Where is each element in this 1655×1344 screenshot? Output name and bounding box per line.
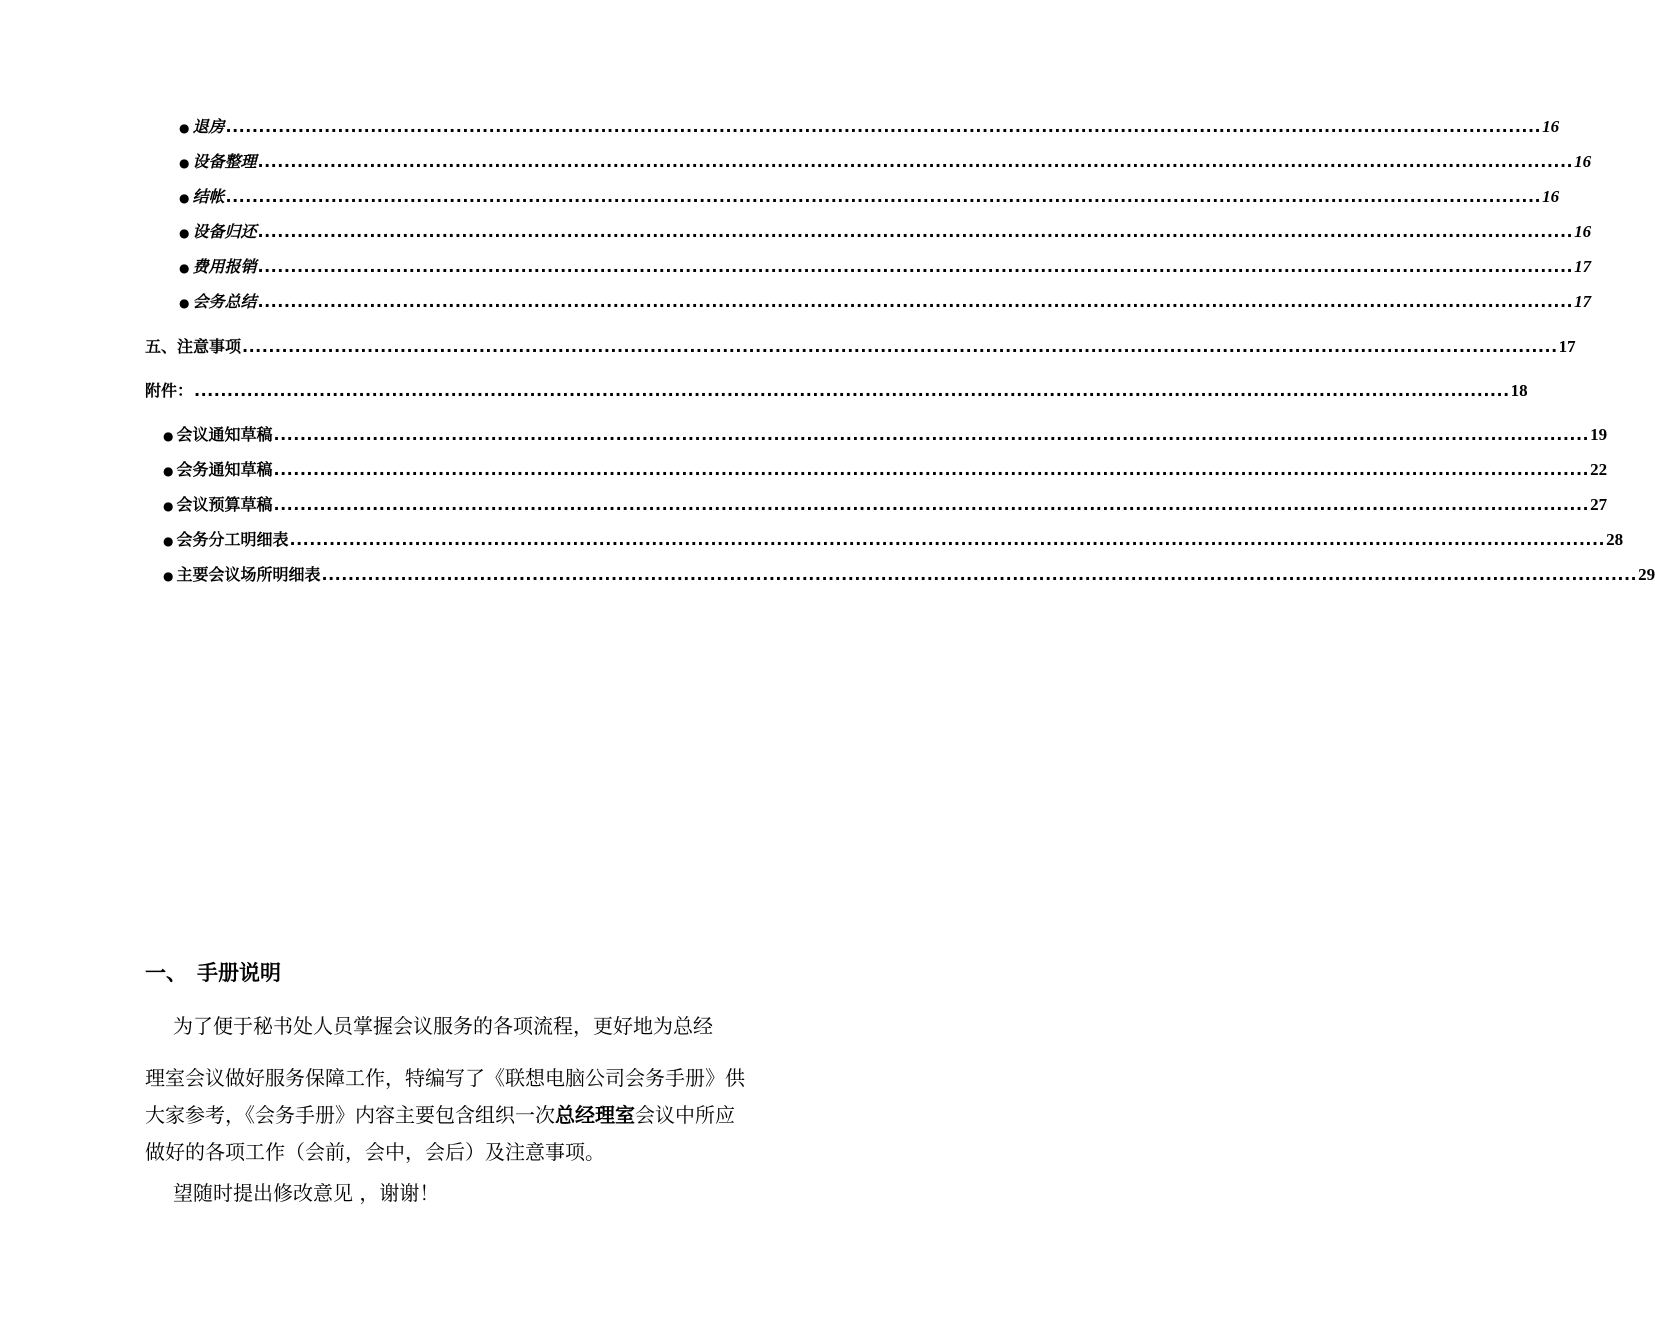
toc-leader-dots: ........................................................................................................................................................................................................: [273, 460, 1590, 479]
toc-leader-dots: ........................................................................................................................................................................................................: [273, 495, 1590, 514]
toc-entry-equipment-sorting[interactable]: [179, 152, 1592, 173]
toc-entry-label: 会务分工明细表: [176, 530, 289, 549]
toc-entry-label: 会议通知草稿: [176, 425, 273, 444]
body-bold-text: 总经理室: [555, 1103, 635, 1127]
toc-entry-label: 结帐: [192, 187, 225, 206]
toc-entry-budget-draft[interactable]: [163, 495, 1608, 516]
toc-page-number: 18: [1510, 381, 1528, 400]
toc-page-number: 16: [1574, 152, 1592, 171]
body-text: 大家参考，《会务手册》内容主要包含组织一次: [145, 1103, 555, 1127]
bullet-icon: ●: [163, 499, 174, 513]
bullet-icon: ●: [179, 156, 190, 170]
body-line-3: [145, 1097, 735, 1134]
bullet-icon: ●: [163, 569, 174, 583]
toc-entry-label: 五、注意事项: [145, 337, 242, 356]
toc-leader-dots: ........................................................................................................................................................................................................: [225, 187, 1542, 206]
toc-entry-notes[interactable]: [145, 337, 1576, 357]
toc-entry-checkout[interactable]: [179, 117, 1560, 138]
body-text: 会议中所应: [635, 1103, 735, 1127]
toc-entry-label: 会务通知草稿: [176, 460, 273, 479]
section-title: 手册说明: [197, 961, 281, 985]
section-heading: [145, 958, 281, 988]
toc-entry-label: 主要会议场所明细表: [176, 565, 321, 584]
toc-leader-dots: ........................................................................................................................................................................................................: [289, 530, 1606, 549]
bullet-icon: ●: [179, 296, 190, 310]
toc-entry-settle-account[interactable]: [179, 187, 1560, 208]
bullet-icon: ●: [163, 429, 174, 443]
toc-entry-attachments[interactable]: [145, 381, 1528, 401]
body-line-4: 做好的各项工作（会前，会中，会后）及注意事项。: [145, 1140, 605, 1164]
toc-page-number: 17: [1574, 292, 1592, 311]
toc-entry-expense-reimbursement[interactable]: [179, 257, 1592, 278]
toc-entry-venue-table[interactable]: [163, 565, 1655, 586]
toc-entry-task-division-table[interactable]: [163, 530, 1624, 551]
toc-entry-equipment-return[interactable]: [179, 222, 1592, 243]
toc-page-number: 22: [1590, 460, 1608, 479]
toc-page-number: 27: [1590, 495, 1608, 514]
section-number: 一、: [145, 961, 187, 985]
toc-leader-dots: ........................................................................................................................................................................................................: [194, 381, 1510, 400]
toc-page-number: 19: [1590, 425, 1608, 444]
toc-page-number: 17: [1574, 257, 1592, 276]
toc-entry-label: 附件：: [145, 381, 194, 400]
toc-entry-label: 会务总结: [192, 292, 257, 311]
toc-entry-label: 设备整理: [192, 152, 257, 171]
bullet-icon: ●: [163, 534, 174, 548]
toc-entry-label: 退房: [192, 117, 225, 136]
toc-page-number: 16: [1542, 187, 1560, 206]
toc-leader-dots: ........................................................................................................................................................................................................: [225, 117, 1542, 136]
toc-page-number: 28: [1606, 530, 1624, 549]
bullet-icon: ●: [179, 191, 190, 205]
toc-page-number: 29: [1638, 565, 1655, 584]
bullet-icon: ●: [179, 261, 190, 275]
toc-page-number: 16: [1542, 117, 1560, 136]
toc-entry-label: 设备归还: [192, 222, 257, 241]
body-line-2: 理室会议做好服务保障工作，特编写了《联想电脑公司会务手册》供: [145, 1066, 745, 1090]
toc-entry-affairs-notice-draft[interactable]: [163, 460, 1608, 481]
bullet-icon: ●: [179, 121, 190, 135]
toc-entry-label: 会议预算草稿: [176, 495, 273, 514]
toc-leader-dots: ........................................................................................................................................................................................................: [273, 425, 1590, 444]
toc-leader-dots: ........................................................................................................................................................................................................: [257, 152, 1574, 171]
body-line-1: 为了便于秘书处人员掌握会议服务的各项流程，更好地为总经: [173, 1014, 713, 1038]
toc-leader-dots: ........................................................................................................................................................................................................: [321, 565, 1638, 584]
toc-entry-meeting-summary[interactable]: [179, 292, 1592, 313]
body-line-5: 望随时提出修改意见 ，谢谢！: [173, 1181, 440, 1205]
toc-entry-label: 费用报销: [192, 257, 257, 276]
toc-page-number: 17: [1558, 337, 1576, 356]
toc-leader-dots: ........................................................................................................................................................................................................: [257, 292, 1574, 311]
bullet-icon: ●: [179, 226, 190, 240]
toc-page-number: 16: [1574, 222, 1592, 241]
toc-leader-dots: ........................................................................................................................................................................................................: [242, 337, 1558, 356]
toc-leader-dots: ........................................................................................................................................................................................................: [257, 222, 1574, 241]
bullet-icon: ●: [163, 464, 174, 478]
toc-entry-meeting-notice-draft[interactable]: [163, 425, 1608, 446]
toc-leader-dots: ........................................................................................................................................................................................................: [257, 257, 1574, 276]
